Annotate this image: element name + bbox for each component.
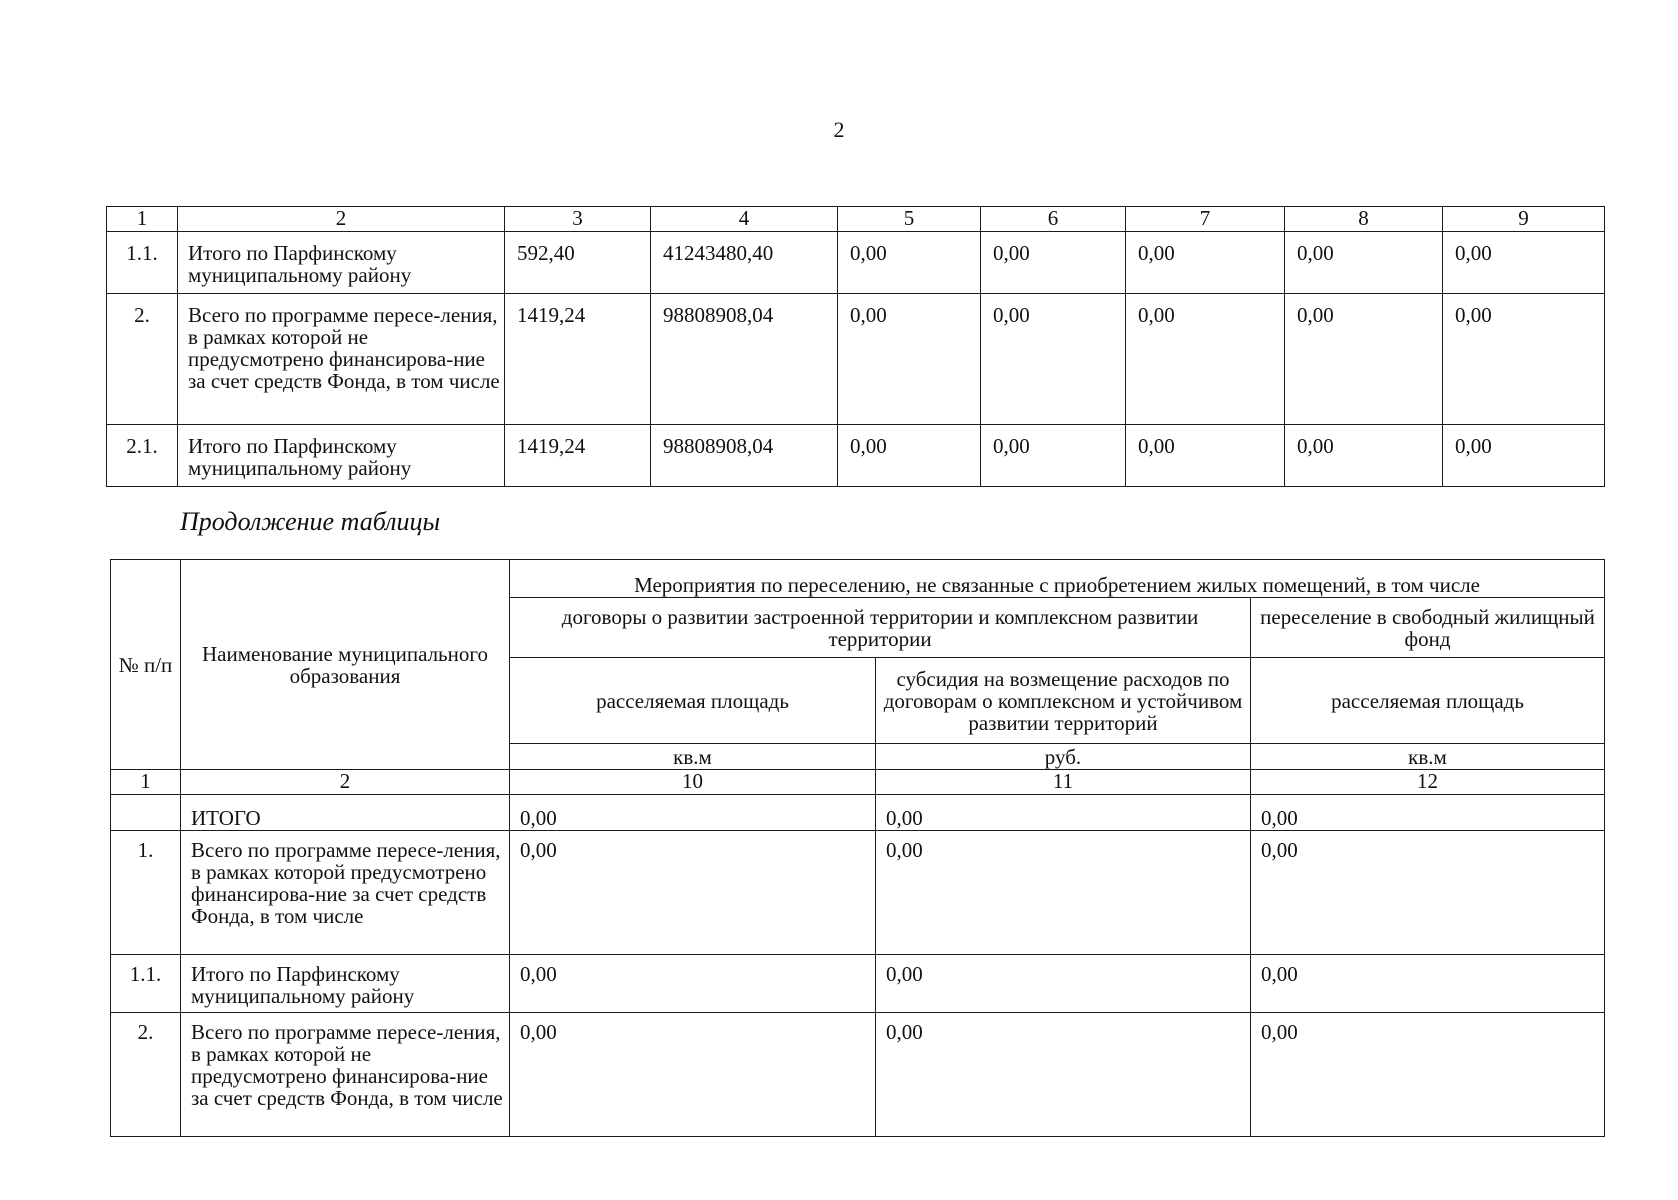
cell-value: 0,00	[1285, 294, 1443, 425]
row-name: Всего по программе пересе-ления, в рамках которой предусмотрено финансирова-ние за счет средств Фонда, в том числе	[181, 831, 510, 955]
table-row	[107, 294, 1605, 425]
header-column-area: расселяемая площадь	[510, 658, 876, 744]
cell-value: 0,00	[1443, 425, 1605, 487]
row-index: 1.1.	[107, 232, 178, 294]
header-column-subsidy: субсидия на возмещение расходов по договорам о комплексном и устойчивом развитии территорий	[876, 658, 1251, 744]
cell-value: 0,00	[1443, 294, 1605, 425]
row-name: Всего по программе пересе-ления, в рамках которой не предусмотрено финансирова-ние за счет средств Фонда, в том числе	[178, 294, 505, 425]
cell-value: 0,00	[1443, 232, 1605, 294]
table-row	[107, 232, 1605, 294]
table-columns-1-9	[106, 206, 1605, 487]
cell-value: 0,00	[510, 831, 876, 955]
column-number: 8	[1285, 207, 1443, 232]
cell-value: 0,00	[1126, 294, 1285, 425]
unit-label: кв.м	[1251, 744, 1605, 770]
row-name: Итого по Парфинскому муниципальному району	[178, 232, 505, 294]
cell-value: 0,00	[1126, 232, 1285, 294]
cell-value: 0,00	[981, 294, 1126, 425]
header-number: № п/п	[111, 560, 181, 770]
cell-value: 41243480,40	[651, 232, 838, 294]
unit-label: руб.	[876, 744, 1251, 770]
cell-value: 98808908,04	[651, 425, 838, 487]
cell-value: 0,00	[1251, 831, 1605, 955]
table-columns-10-12	[110, 559, 1605, 1137]
column-number: 4	[651, 207, 838, 232]
cell-value: 1419,24	[505, 294, 651, 425]
column-number: 10	[510, 770, 876, 795]
cell-value: 0,00	[876, 955, 1251, 1013]
column-number: 2	[181, 770, 510, 795]
cell-value: 0,00	[1126, 425, 1285, 487]
cell-value: 0,00	[876, 1013, 1251, 1137]
row-name: Итого по Парфинскому муниципальному району	[181, 955, 510, 1013]
column-number: 12	[1251, 770, 1605, 795]
cell-value: 0,00	[838, 294, 981, 425]
header-group-title: Мероприятия по переселению, не связанные с приобретением жилых помещений, в том числе	[510, 560, 1605, 598]
row-name: Итого по Парфинскому муниципальному району	[178, 425, 505, 487]
column-number: 9	[1443, 207, 1605, 232]
header-subgroup-contracts: договоры о развитии застроенной территории и комплексном развитии территории	[510, 598, 1251, 658]
row-index	[111, 795, 181, 831]
cell-value: 0,00	[510, 955, 876, 1013]
header-row-group	[111, 560, 1605, 598]
row-index: 1.1.	[111, 955, 181, 1013]
cell-value: 0,00	[510, 1013, 876, 1137]
table-row	[111, 955, 1605, 1013]
header-name: Наименование муниципального образования	[181, 560, 510, 770]
table-row	[111, 1013, 1605, 1137]
row-index: 2.1.	[107, 425, 178, 487]
column-number: 1	[111, 770, 181, 795]
column-number: 7	[1126, 207, 1285, 232]
unit-label: кв.м	[510, 744, 876, 770]
cell-value: 0,00	[838, 425, 981, 487]
row-index: 2.	[107, 294, 178, 425]
header-column-area: расселяемая площадь	[1251, 658, 1605, 744]
cell-value: 0,00	[1251, 1013, 1605, 1137]
cell-value: 0,00	[1285, 425, 1443, 487]
cell-value: 0,00	[1251, 955, 1605, 1013]
cell-value: 0,00	[876, 795, 1251, 831]
cell-value: 1419,24	[505, 425, 651, 487]
column-number: 11	[876, 770, 1251, 795]
table-row	[107, 425, 1605, 487]
continuation-caption: Продолжение таблицы	[180, 507, 441, 536]
cell-value: 0,00	[510, 795, 876, 831]
column-number-row	[107, 207, 1605, 232]
cell-value: 592,40	[505, 232, 651, 294]
cell-value: 0,00	[1285, 232, 1443, 294]
row-index: 2.	[111, 1013, 181, 1137]
cell-value: 0,00	[876, 831, 1251, 955]
column-number-row	[111, 770, 1605, 795]
column-number: 1	[107, 207, 178, 232]
table-row	[111, 831, 1605, 955]
column-number: 6	[981, 207, 1126, 232]
page-number: 2	[833, 117, 845, 142]
cell-value: 0,00	[981, 425, 1126, 487]
row-name: ИТОГО	[181, 795, 510, 831]
row-name: Всего по программе пересе-ления, в рамках которой не предусмотрено финансирова-ние за счет средств Фонда, в том числе	[181, 1013, 510, 1137]
column-number: 2	[178, 207, 505, 232]
cell-value: 0,00	[981, 232, 1126, 294]
column-number: 5	[838, 207, 981, 232]
cell-value: 0,00	[1251, 795, 1605, 831]
row-index: 1.	[111, 831, 181, 955]
cell-value: 98808908,04	[651, 294, 838, 425]
table-row-total	[111, 795, 1605, 831]
column-number: 3	[505, 207, 651, 232]
header-subgroup-free-fund: переселение в свободный жилищный фонд	[1251, 598, 1605, 658]
cell-value: 0,00	[838, 232, 981, 294]
